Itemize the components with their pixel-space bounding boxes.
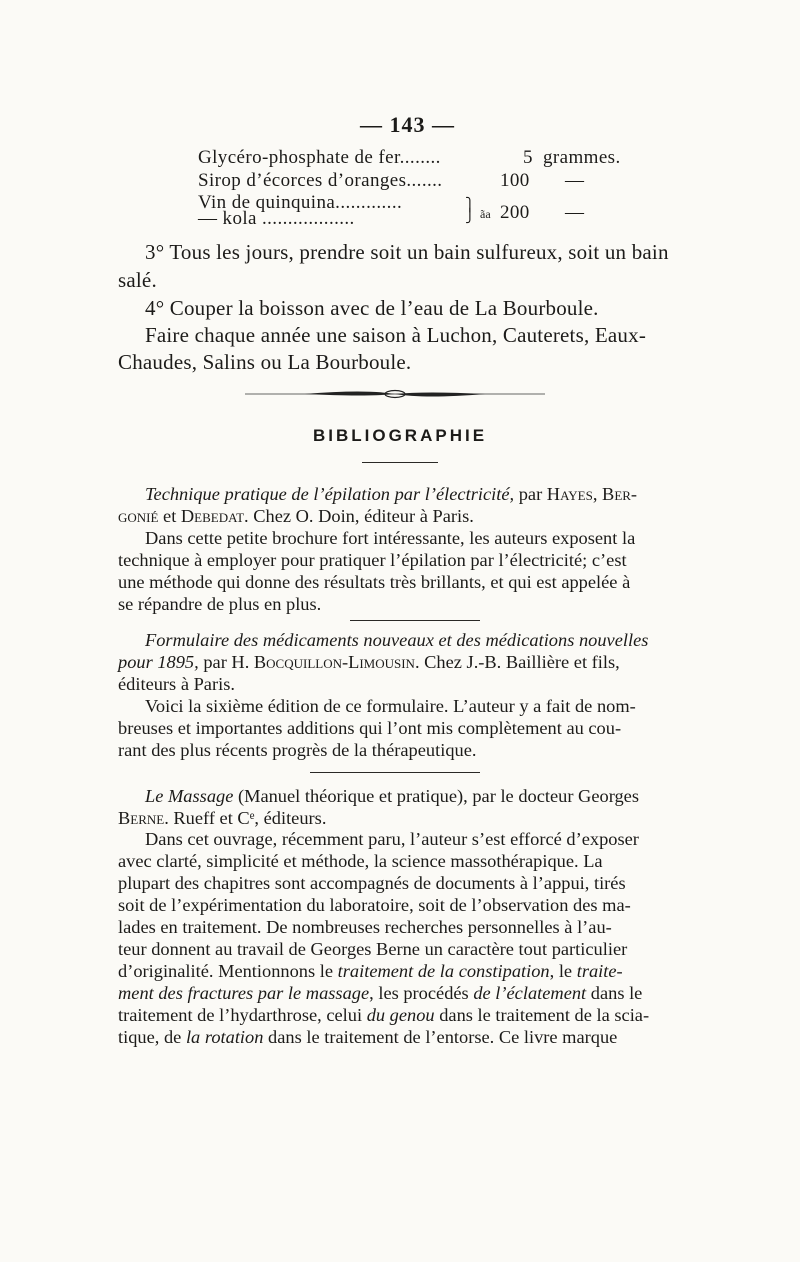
entry-body-line: teur donnent au travail de Georges Berne un caractère tout particulier <box>118 939 628 959</box>
entry-body-line: Dans cet ouvrage, récemment paru, l’auteur s’est efforcé d’exposer <box>145 829 639 849</box>
rx-unit: grammes. <box>543 147 621 168</box>
entry-emphasis: de l’éclatement <box>473 983 587 1003</box>
entry-body-line: breuses et importantes additions qui l’ont mis complètement au cou- <box>118 718 622 738</box>
entry-text: d’originalité. Mentionnons le <box>118 961 338 981</box>
rx-name: — kola .................. <box>198 208 355 229</box>
entry-body-line: Voici la sixième édition de ce formulaire. L’auteur y a fait de nom- <box>145 696 636 716</box>
entry-body-line: soit de l’expérimentation du laboratoire, soit de l’observation des ma- <box>118 895 631 915</box>
instruction-5-line2: Chaudes, Salins ou La Bourboule. <box>118 350 412 374</box>
entry-publisher: . Chez O. Doin, éditeur à Paris. <box>244 506 474 526</box>
ornamental-divider-icon <box>245 388 545 400</box>
instruction-3-line2: salé. <box>118 268 157 292</box>
entry-author: Berne <box>118 808 165 828</box>
rx-name: Sirop d’écorces d’oranges....... <box>198 170 443 191</box>
entry-header-line2 <box>118 808 326 829</box>
entry-separator <box>310 772 480 773</box>
entry-text: traitement de l’hydarthrose, celui <box>118 1005 367 1025</box>
section-heading: BIBLIOGRAPHIE <box>312 426 488 445</box>
entry-publisher: . Chez J.-B. Baillière et fils, <box>414 652 620 672</box>
entry-body-line: une méthode qui donne des résultats très brillants, et qui est appelée à <box>118 572 631 592</box>
entry-publisher: éditeurs à Paris. <box>118 674 235 694</box>
entry-text: dans le traitement de la scia- <box>434 1005 650 1025</box>
entry-body-line: plupart des chapitres sont accompagnés de documents à l’appui, tirés <box>118 873 626 893</box>
ana-label: ãa <box>480 207 491 221</box>
rx-name: Vin de quinquina............. <box>198 192 403 213</box>
entry-text: , <box>592 484 603 504</box>
entry-body-line: rant des plus récents progrès de la thérapeutique. <box>118 740 477 760</box>
rx-name: Glycéro-phosphate de fer........ <box>198 147 441 168</box>
entry-header-line2 <box>118 652 620 673</box>
entry-text: par <box>514 484 547 504</box>
entry-text: (Manuel théorique et pratique), par le docteur Georges <box>233 786 640 806</box>
entry-text: par H. <box>198 652 254 672</box>
entry-separator <box>350 620 480 621</box>
entry-author: Hayes <box>546 484 593 504</box>
entry-body-line: Dans cette petite brochure fort intéressante, les auteurs exposent la <box>145 528 636 548</box>
entry-text: dans le <box>586 983 643 1003</box>
entry-emphasis: traite- <box>576 961 623 981</box>
entry-emphasis: ment des fractures par le massage <box>118 983 370 1003</box>
entry-text: , les procédés <box>369 983 474 1003</box>
entry-title: Technique pratique de l’épilation par l’électricité, <box>145 484 515 504</box>
entry-emphasis: la rotation <box>185 1027 264 1047</box>
entry-body-line: avec clarté, simplicité et méthode, la science massothérapique. La <box>118 851 603 871</box>
entry-emphasis: du genou <box>366 1005 435 1025</box>
entry-body-line: lades en traitement. De nombreuses recherches personnelles à l’au- <box>118 917 612 937</box>
ana-unit: — <box>565 202 585 223</box>
entry-body-line <box>118 1027 617 1048</box>
rx-qty: 5 <box>523 147 533 168</box>
entry-author: Ber- <box>602 484 638 504</box>
entry-body-line <box>118 983 642 1004</box>
entry-author: gonié <box>118 506 159 526</box>
brace-icon: ⎫ ⎭ <box>465 197 475 223</box>
entry-emphasis: traitement de la constipation <box>337 961 550 981</box>
entry-author: Debedat <box>180 506 245 526</box>
entry-body-line: technique à employer pour pratiquer l’épilation par l’électricité; c’est <box>118 550 627 570</box>
entry-body-line: se répandre de plus en plus. <box>118 594 322 614</box>
entry-header-line2 <box>118 506 474 527</box>
entry-body-line <box>118 961 623 982</box>
instruction-3-line1: 3° Tous les jours, prendre soit un bain sulfureux, soit un bain <box>145 240 669 264</box>
rx-unit: — <box>565 170 585 191</box>
rx-qty: 100 <box>500 170 530 191</box>
entry-text: tique, de <box>118 1027 186 1047</box>
instruction-5-line1: Faire chaque année une saison à Luchon, Cauterets, Eaux- <box>145 323 647 347</box>
entry-author: Bocquillon-Limousin <box>253 652 415 672</box>
page-number: — 143 — <box>360 112 455 137</box>
entry-publisher: . Rueff et Cᵉ, éditeurs. <box>164 808 327 828</box>
entry-body-line <box>118 1005 649 1026</box>
entry-title: Formulaire des médicaments nouveaux et des médications nouvelles <box>145 630 649 650</box>
entry-title: Le Massage <box>145 786 234 806</box>
entry-title: pour 1895, <box>118 652 199 672</box>
ana-qty: 200 <box>500 202 530 223</box>
entry-header-line1 <box>145 786 639 807</box>
entry-text: dans le traitement de l’entorse. Ce livre marque <box>263 1027 618 1047</box>
entry-header-line1 <box>145 484 637 505</box>
entry-text: , le <box>549 961 577 981</box>
heading-rule <box>362 462 438 463</box>
instruction-4: 4° Couper la boisson avec de l’eau de La Bourboule. <box>145 296 599 320</box>
entry-text: et <box>158 506 181 526</box>
